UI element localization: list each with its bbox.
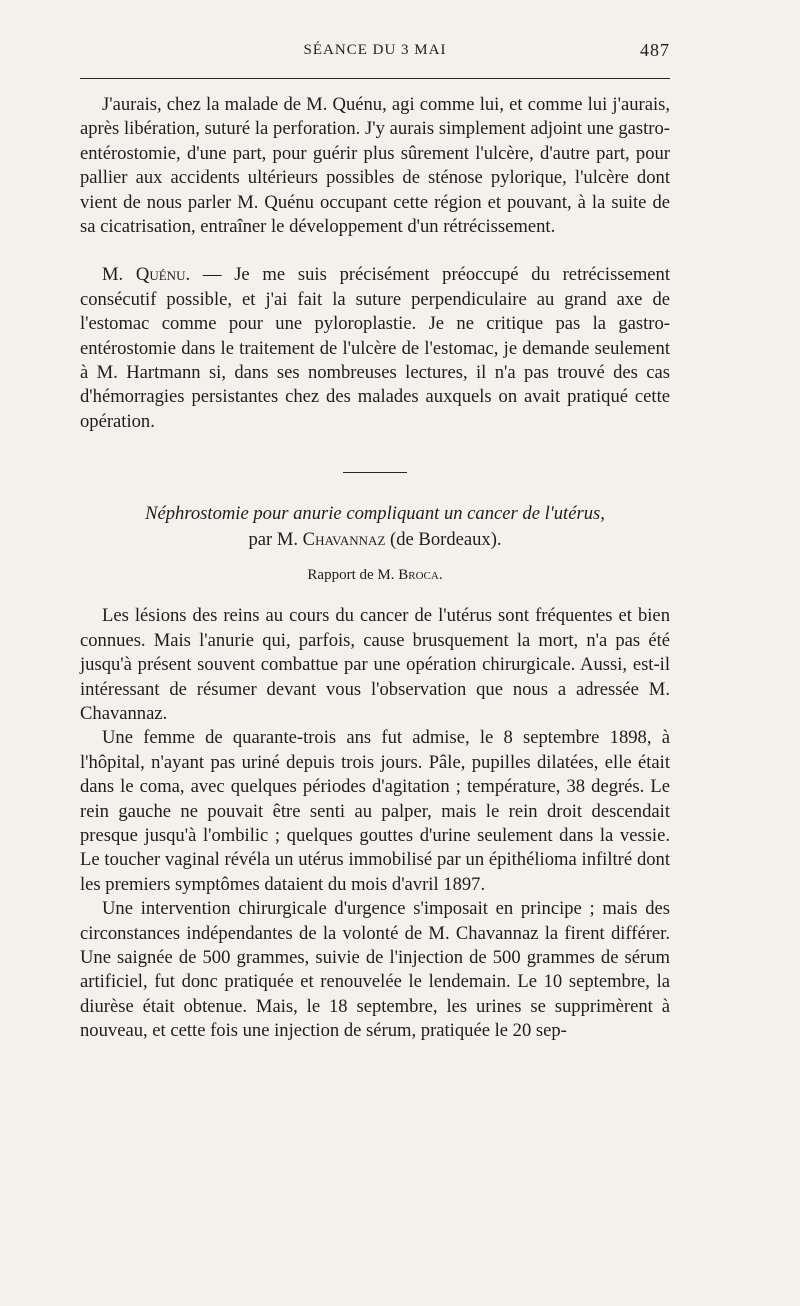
article-paragraph: Les lésions des reins au cours du cancer de l'utérus sont fréquentes et bien connues. Mais l'anurie qui, parfois, cause brusquement la mort, n'a pas été jusqu'à présent souvent combattue par une opération chirurgicale. Aussi, est-il intéressant de résumer devant vous l'observation que nous a adressée M. Chavannaz. [80, 605, 670, 724]
paragraph-quenu-text: — Je me suis précisément préoccupé du retrécissement consécutif possible, et j'ai fait la suture perpendiculaire au grand axe de l'estomac comme pour une pyloroplastie. Je ne critique pas la gastro-entérostomie dans le traitement de l'ulcère de l'estomac, je demande seulement à M. Hartmann si, dans ses nombreuses lectures, il n'a pas trouvé des cas d'hémorragies persistantes chez des malades auxquels on avait pratiqué cette opération. [80, 264, 670, 432]
byline-author: Chavannaz [302, 529, 386, 551]
report-prefix: Rapport de M. [307, 567, 399, 584]
byline-suffix: (de Bordeaux). [385, 529, 502, 551]
running-title: SÉANCE DU 3 MAI [303, 42, 447, 58]
header-rule [80, 78, 670, 79]
article-title: Néphrostomie pour anurie compliquant un cancer de l'utérus, [145, 503, 605, 525]
report-author: Broca [398, 567, 439, 584]
report-suffix: . [438, 567, 443, 584]
paragraph-quenu [80, 263, 670, 434]
section-divider [343, 472, 407, 473]
page-number: 487 [640, 40, 670, 60]
book-page [80, 38, 670, 1044]
paragraph-hartmann: J'aurais, chez la malade de M. Quénu, agi comme lui, et comme lui j'aurais, après libération, suturé la perforation. J'y aurais simplement adjoint une gastro-entérostomie, d'une part, pour guérir plus sûrement l'ulcère, d'autre part, pour pallier aux accidents ultérieurs possibles de sténose pylorique, l'ulcère dont vient de nous parler M. Quénu occupant cette région et pouvant, à la suite de sa cicatrisation, entraîner le développement d'un rétrécissement. [80, 94, 670, 238]
speaker-name: M. Quénu. [102, 264, 191, 286]
article-title-block [80, 501, 670, 553]
byline-prefix: par M. [248, 529, 303, 551]
report-line [80, 567, 670, 584]
article-paragraph: Une femme de quarante-trois ans fut admise, le 8 septembre 1898, à l'hôpital, n'ayant pas uriné depuis trois jours. Pâle, pupilles dilatées, elle était dans le coma, avec quelques périodes d'agitation ; température, 38 degrés. Le rein gauche ne pouvait être senti au palper, mais le rein droit descendait presque jusqu'à l'ombilic ; quelques gouttes d'urine seulement dans la vessie. Le toucher vaginal révéla un utérus immobilisé par un épithélioma infiltré dont les premiers symptômes dataient du mois d'avril 1897. [80, 727, 670, 895]
article-paragraph: Une intervention chirurgicale d'urgence s'imposait en principe ; mais des circonstances indépendantes de la volonté de M. Chavannaz la firent différer. Une saignée de 500 grammes, suivie de l'injection de 500 grammes de sérum artificiel, fut donc pratiquée et renouvelée le lendemain. Le 10 septembre, la diurèse était obtenue. Mais, le 18 septembre, les urines se supprimèrent à nouveau, et cette fois une injection de sérum, pratiquée le 20 sep- [80, 898, 670, 1042]
running-header [80, 38, 670, 78]
article-byline [80, 527, 670, 553]
